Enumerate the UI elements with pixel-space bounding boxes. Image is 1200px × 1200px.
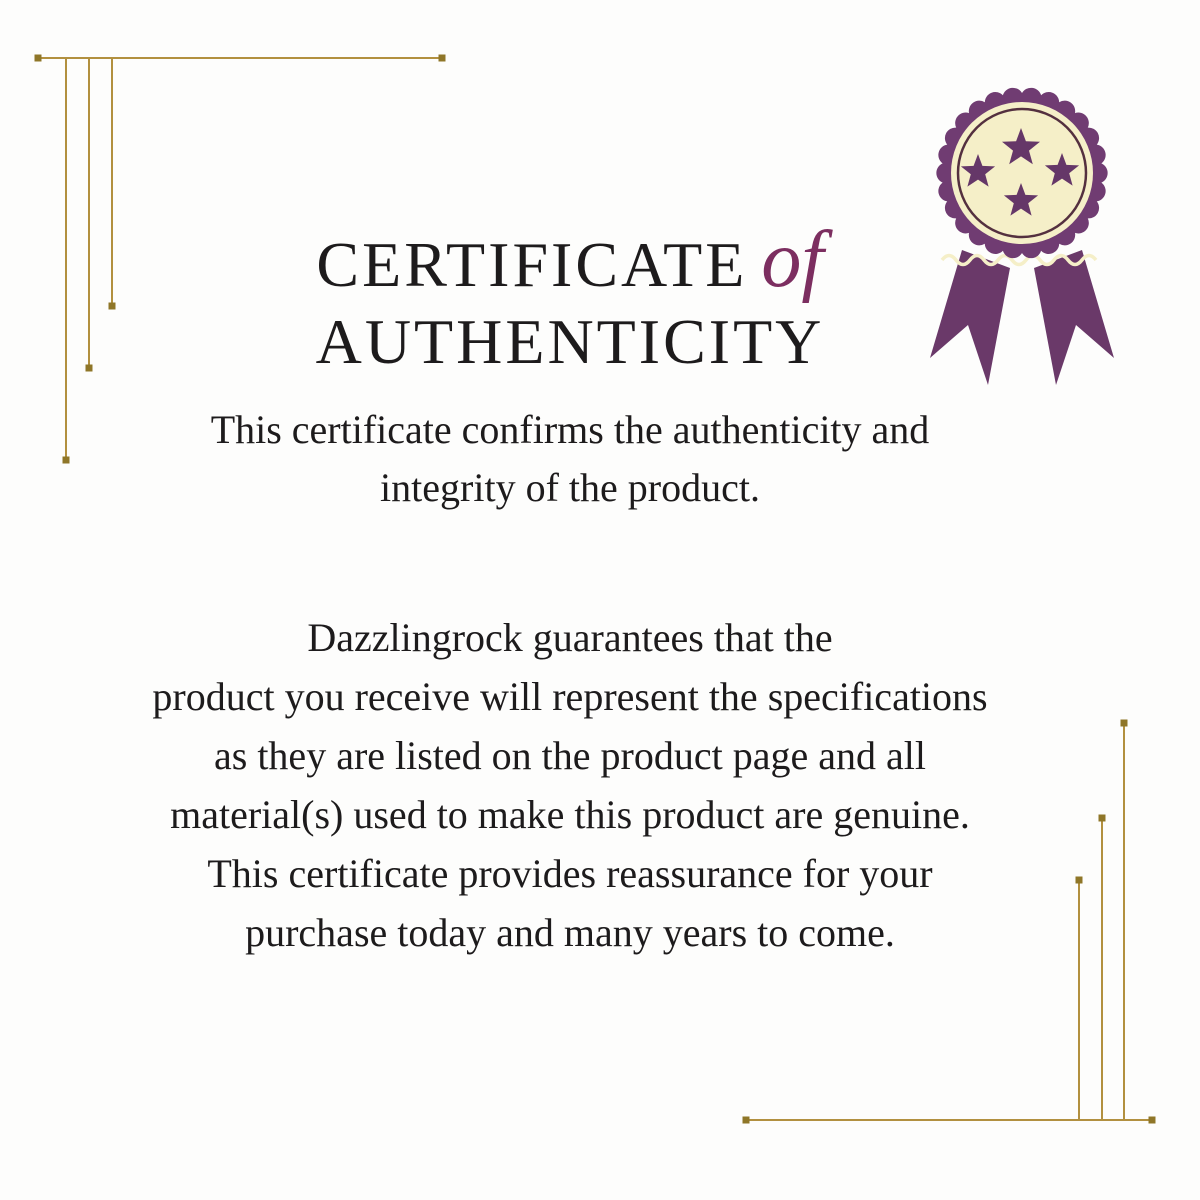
title-line-2: AUTHENTICITY <box>315 306 825 377</box>
guarantee-line: Dazzlingrock guarantees that the <box>307 615 833 660</box>
guarantee-line: product you receive will represent the specifications <box>152 674 988 719</box>
guarantee-line: as they are listed on the product page and all <box>214 733 926 778</box>
guarantee-paragraph <box>0 608 1140 962</box>
title-word-of: of <box>761 216 824 304</box>
intro-line: integrity of the product. <box>380 465 760 510</box>
intro-paragraph <box>0 401 1140 517</box>
intro-line: This certificate confirms the authenticity and <box>210 407 930 452</box>
guarantee-line: This certificate provides reassurance for your <box>207 851 933 896</box>
title-line-1 <box>0 216 1140 304</box>
guarantee-line: purchase today and many years to come. <box>245 910 895 955</box>
title-word-certificate: CERTIFICATE <box>316 229 748 300</box>
guarantee-line: material(s) used to make this product are genuine. <box>170 792 970 837</box>
certificate-title <box>0 216 1140 380</box>
